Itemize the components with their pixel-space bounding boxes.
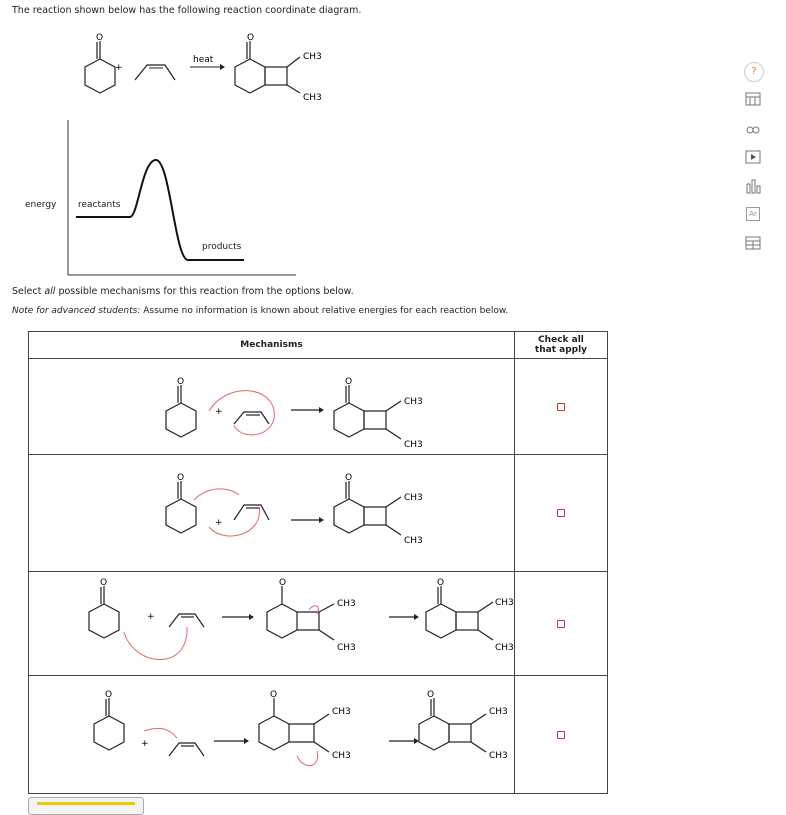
svg-text:O: O [345, 473, 353, 483]
svg-text:O: O [345, 377, 353, 387]
reactants-label: reactants [78, 200, 121, 210]
svg-text:O: O [100, 578, 108, 588]
svg-text:+: + [147, 612, 155, 622]
svg-text:CH3: CH3 [337, 599, 356, 609]
mechanism-option-2 [29, 455, 515, 572]
svg-text:O: O [105, 690, 113, 700]
svg-text:CH3: CH3 [404, 397, 423, 407]
energy-axis-label: energy [25, 200, 57, 210]
product-structure [235, 41, 300, 93]
calculator-icon[interactable] [744, 236, 762, 250]
mechanism-option-3 [29, 572, 515, 676]
svg-text:CH3: CH3 [337, 643, 356, 653]
energy-curve [76, 160, 244, 260]
mechanism-option-4 [29, 676, 515, 794]
svg-text:CH3: CH3 [495, 643, 514, 653]
svg-text:O: O [427, 690, 435, 700]
link-icon[interactable] [744, 124, 762, 136]
svg-text:CH3: CH3 [404, 440, 423, 450]
reaction-scheme [55, 25, 355, 110]
oxygen-label: O [96, 33, 104, 43]
svg-text:CH3: CH3 [332, 751, 351, 761]
instruction-text: Select all possible mechanisms for this reaction from the options below. [12, 286, 354, 297]
check-cell-2 [515, 455, 608, 572]
checkbox-2[interactable] [557, 509, 565, 517]
methyl-label-bottom: CH3 [303, 93, 322, 103]
reaction-coordinate-diagram [60, 115, 305, 280]
bottom-action-button[interactable] [28, 797, 144, 815]
svg-text:CH3: CH3 [404, 493, 423, 503]
svg-text:CH3: CH3 [489, 751, 508, 761]
svg-text:+: + [141, 739, 149, 749]
products-label: products [202, 242, 242, 252]
svg-text:O: O [279, 578, 287, 588]
svg-text:+: + [215, 518, 223, 528]
svg-text:O: O [177, 377, 185, 387]
svg-text:+: + [215, 407, 223, 417]
svg-text:CH3: CH3 [332, 707, 351, 717]
mechanisms-header: Mechanisms [29, 332, 515, 359]
periodic-element-icon[interactable]: Ar [746, 207, 760, 221]
svg-text:CH3: CH3 [404, 536, 423, 546]
check-header: Check all that apply [515, 332, 608, 359]
plus-sign: + [115, 63, 123, 73]
video-icon[interactable] [744, 150, 762, 164]
bar-chart-icon[interactable] [744, 178, 762, 194]
svg-text:O: O [247, 33, 255, 43]
checkbox-1[interactable] [557, 403, 565, 411]
mechanism-option-1 [29, 359, 515, 455]
checkbox-4[interactable] [557, 731, 565, 739]
mechanisms-table [28, 331, 608, 794]
svg-text:O: O [270, 690, 278, 700]
checkbox-3[interactable] [557, 620, 565, 628]
periodic-table-icon[interactable] [744, 92, 762, 106]
propene-structure [135, 65, 175, 80]
help-icon[interactable]: ? [744, 62, 764, 82]
svg-text:O: O [177, 473, 185, 483]
cyclohexanone-structure [85, 41, 115, 93]
check-cell-4 [515, 676, 608, 794]
question-intro: The reaction shown below has the following reaction coordinate diagram. [12, 5, 362, 16]
svg-text:CH3: CH3 [495, 598, 514, 608]
check-cell-3 [515, 572, 608, 676]
advanced-note: Note for advanced students: Assume no information is known about relative energies for each reaction below. [12, 306, 509, 316]
methyl-label-top: CH3 [303, 52, 322, 62]
svg-text:CH3: CH3 [489, 707, 508, 717]
condition-label: heat [193, 55, 214, 65]
svg-text:O: O [437, 578, 445, 588]
check-cell-1 [515, 359, 608, 455]
